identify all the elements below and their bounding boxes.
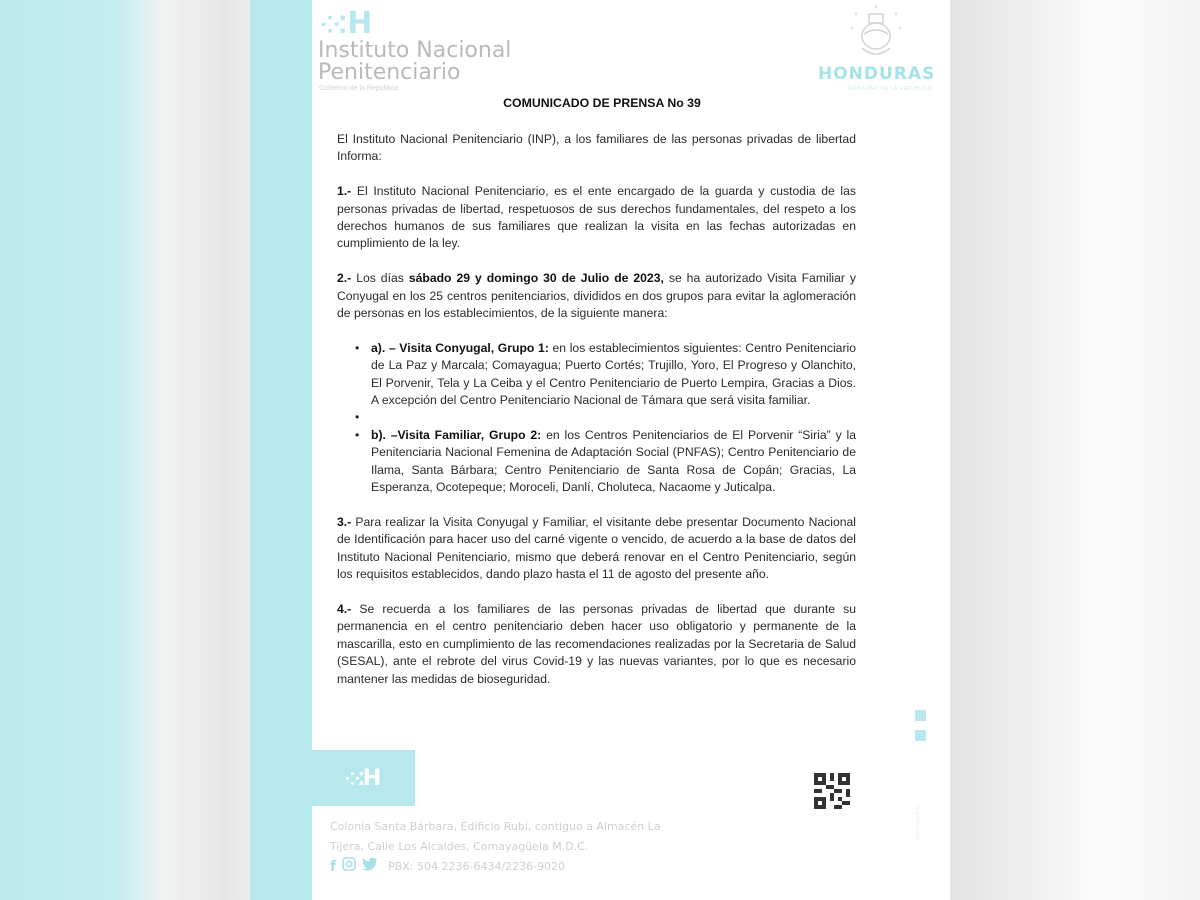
press-release-page — [250, 0, 950, 900]
spacer — [371, 409, 856, 426]
background-left-shade — [120, 0, 250, 900]
item-2 — [337, 270, 856, 322]
item-3 — [337, 514, 856, 584]
side-decorations — [915, 710, 926, 750]
org-name — [318, 40, 511, 84]
logo-dots-icon: ⁘⁚ — [344, 768, 363, 790]
item-text: Para realizar la Visita Conyugal y Familiar, el visitante debe presentar Documento Nacional de Identificación para hacer uso del carné vigente o vencido, de acuerdo a la base de datos del Instituto Nacional Penitenciario, mismo que deberá renovar en el Centro Penitenciario, según los requisitos establecidos, dando plazo hasta el 11 de agosto del presente año. — [337, 514, 856, 582]
qr-code-icon — [813, 773, 851, 809]
list-item-group-2 — [371, 427, 856, 497]
document-body — [337, 131, 856, 688]
inp-logo-mark — [320, 8, 372, 41]
item-text: Se recuerda a los familiares de las personas privadas de libertad que durante su permanencia en el centro penitenciario deben hacer uso obligatorio y permanente de la mascarilla, esto en cumplimiento de las recomendaciones realizadas por la Secretaria de Salud (SESAL), ante el rebrote del virus Covid-19 y las nuevas variantes, por lo que es necesario mantener las medidas de bioseguridad. — [337, 601, 856, 686]
group-list — [371, 340, 856, 497]
footer-logo-block — [312, 750, 415, 806]
group-text: en los establecimientos siguientes: Centro Penitenciario de La Paz y Marcala; Comayagua; Puerto Cortés; Trujillo, Yoro, El Progreso y Olanchito, El Porvenir, Tela y La Ceiba y el Centro Penitenciario de Puerto Lempira, Gracias a Dios. A excepción del Centro Penitenciario Nacional de Támara que será visita familiar. — [371, 340, 856, 408]
item-number: 3.- — [337, 514, 352, 529]
group-label: b). –Visita Familiar, Grupo 2: — [371, 427, 542, 442]
address-line1: Colonia Santa Bárbara, Edificio Rubí, contiguo a Almacén La — [330, 820, 661, 833]
decor-square — [915, 710, 926, 721]
logo-h-letter: H — [347, 6, 373, 41]
side-vertical-text: www.inp.gob.hn — [915, 804, 921, 840]
org-name-line1: Instituto Nacional — [318, 38, 512, 63]
item-text: se ha autorizado Visita Familiar y Conyugal en los 25 centros penitenciarios, divididos en dos grupos para evitar la aglomeración de personas en los establecimientos, de la siguiente manera: — [337, 271, 857, 321]
instagram-icon[interactable] — [342, 857, 356, 877]
org-subtitle: Gobierno de la República — [319, 85, 398, 92]
honduras-coat-of-arms-icon — [846, 4, 906, 62]
item-1 — [337, 183, 856, 253]
org-name-line2: Penitenciario — [318, 60, 461, 85]
address-line2: Tijera, Calle Los Alcaldes, Comayagüela M.D.C. — [330, 840, 589, 853]
decor-square — [915, 730, 926, 741]
item-4 — [337, 601, 856, 688]
facebook-icon[interactable]: f — [330, 859, 337, 875]
country-subtitle: GOBIERNO DE LA REPÚBLICA — [848, 86, 933, 92]
item-text: El Instituto Nacional Penitenciario, es el ente encargado de la guarda y custodia de las personas privadas de libertad, respetuosos de sus derechos fundamentales, del respeto a los derechos humanos de sus familiares que realizan la visita en las fechas autorizadas en cumplimiento de la ley. — [337, 184, 856, 251]
item-date-bold: sábado 29 y domingo 30 de Julio de 2023, — [408, 271, 664, 286]
item-number: 4.- — [337, 601, 352, 616]
list-item-group-1 — [371, 340, 856, 410]
twitter-icon[interactable] — [362, 857, 378, 877]
group-label: a). – Visita Conyugal, Grupo 1: — [371, 340, 549, 355]
item-number: 1.- — [337, 184, 352, 199]
background-right-shade — [950, 0, 1200, 900]
phone-number: PBX: 504 2236-6434/2236-9020 — [388, 860, 566, 873]
intro-paragraph: El Instituto Nacional Penitenciario (INP), a los familiares de las personas privadas de libertad Informa: — [337, 132, 856, 164]
group-text: en los Centros Penitenciarios de El Porvenir “Siria” y la Penitenciaria Nacional Femenina de Adaptación Social (PNFAS); Centro Penitenciario de Ilama, Santa Bárbara; Centro Penitenciario de Santa Rosa de Copán; Gracias, La Esperanza, Ocotepeque; Moroceli, Danlí, Choluteca, Nacaome y Juticalpa. — [371, 427, 856, 495]
item-number: 2.- — [337, 271, 352, 286]
item-text-pre: Los días — [351, 271, 409, 286]
accent-stripe — [250, 0, 312, 900]
logo-h-letter: H — [362, 765, 383, 791]
logo-dots-icon: ⁘⁚ — [320, 11, 346, 39]
social-and-phone — [330, 857, 661, 877]
document-title: COMUNICADO DE PRENSA No 39 — [503, 96, 701, 110]
country-wordmark: HONDURAS — [818, 64, 936, 84]
footer-address — [330, 817, 661, 877]
footer-logo-mark — [345, 766, 382, 791]
